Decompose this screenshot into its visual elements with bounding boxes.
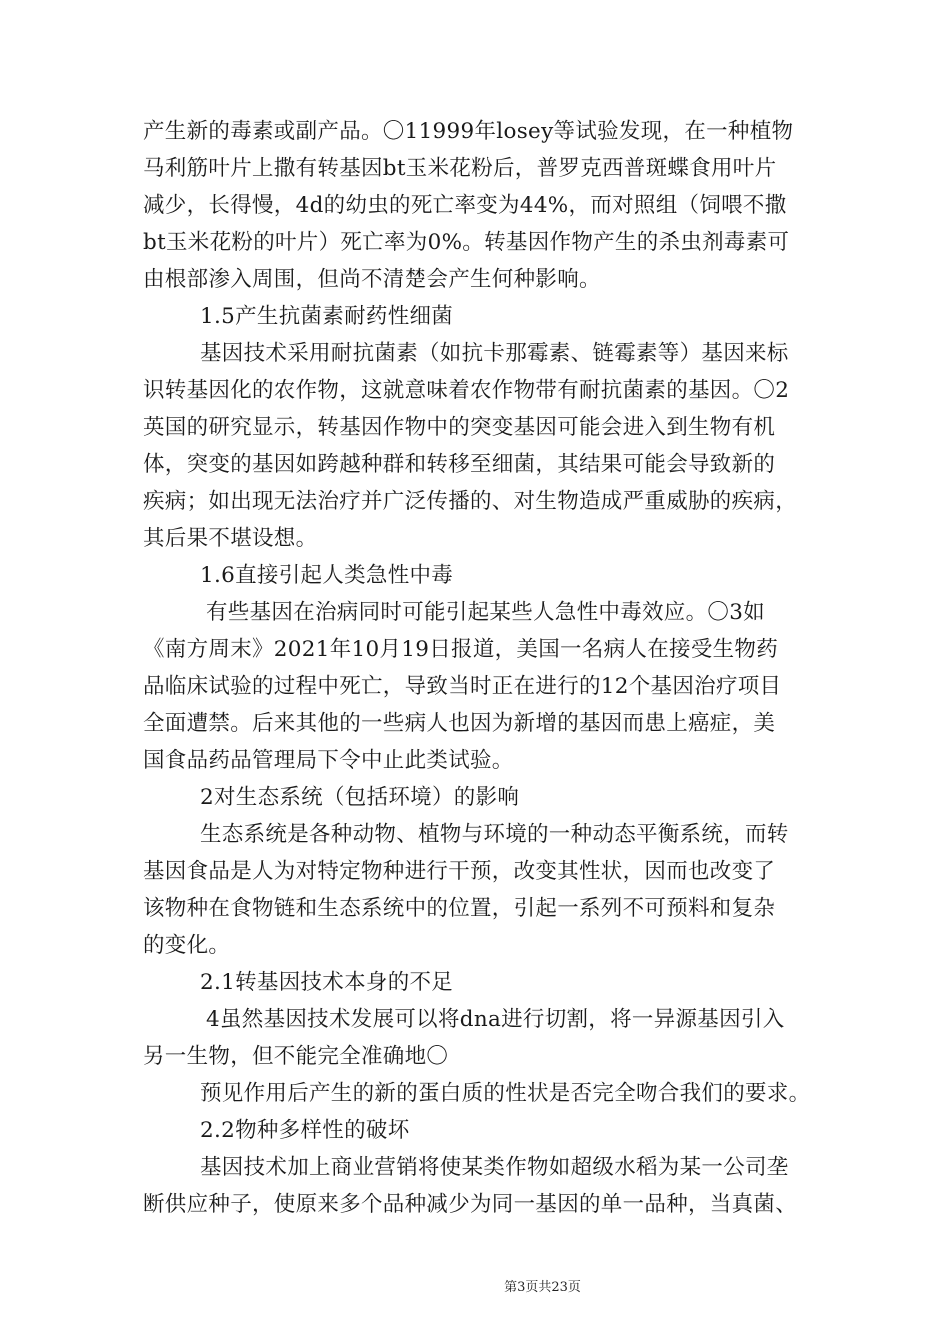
section-heading: 1.5产生抗菌素耐药性细菌 [200,304,454,329]
text-line: 基因食品是人为对特定物种进行干预，改变其性状，因而也改变了 [143,859,776,884]
text-line: 有些基因在治病同时可能引起某些人急性中毒效应。〇3如 [206,600,765,625]
section-heading: 2.1转基因技术本身的不足 [200,970,454,995]
text-line: 体，突变的基因如跨越种群和转移至细菌，其结果可能会导致新的 [143,452,776,477]
text-line: 其后果不堪设想。 [143,526,318,551]
text-line: 的变化。 [143,933,231,958]
text-line: 识转基因化的农作物，这就意味着农作物带有耐抗菌素的基因。〇2 [143,378,790,403]
text-line: 生态系统是各种动物、植物与环境的一种动态平衡系统，而转 [200,822,789,847]
text-line: 预见作用后产生的新的蛋白质的性状是否完全吻合我们的要求。 [200,1081,811,1106]
text-line: 4虽然基因技术发展可以将dna进行切割，将一异源基因引入 [206,1007,785,1032]
text-line: 品临床试验的过程中死亡，导致当时正在进行的12个基因治疗项目 [143,674,782,699]
text-line: 基因技术加上商业营销将使某类作物如超级水稻为某一公司垄 [200,1155,789,1180]
section-heading: 1.6直接引起人类急性中毒 [200,563,454,588]
text-line: 国食品药品管理局下令中止此类试验。 [143,748,514,773]
document-body [143,113,823,1223]
page-number-footer: 第3页共23页 [504,1280,581,1295]
section-heading: 2对生态系统（包括环境）的影响 [200,785,520,810]
text-line: 另一生物，但不能完全准确地〇 [143,1044,449,1069]
text-line: 全面遭禁。后来其他的一些病人也因为新增的基因而患上癌症，美 [143,711,776,736]
text-line: bt玉米花粉的叶片）死亡率为0%。转基因作物产生的杀虫剂毒素可 [143,230,790,255]
text-line: 由根部渗入周围，但尚不清楚会产生何种影响。 [143,267,601,292]
text-line: 减少，长得慢，4d的幼虫的死亡率变为44%，而对照组（饲喂不撒 [143,193,787,218]
text-line: 疾病；如出现无法治疗并广泛传播的、对生物造成严重威胁的疾病， [143,489,798,514]
text-line: 该物种在食物链和生态系统中的位置，引起一系列不可预料和复杂 [143,896,776,921]
text-line: 《南方周末》2021年10月19日报道，美国一名病人在接受生物药 [143,637,779,662]
text-line: 英国的研究显示，转基因作物中的突变基因可能会进入到生物有机 [143,415,776,440]
section-heading: 2.2物种多样性的破坏 [200,1118,410,1143]
text-line: 断供应种子，使原来多个品种减少为同一基因的单一品种，当真菌、 [143,1192,798,1217]
text-line: 产生新的毒素或副产品。〇11999年losey等试验发现，在一种植物 [143,119,794,144]
text-line: 马利筋叶片上撒有转基因bt玉米花粉后，普罗克西普斑蝶食用叶片 [143,156,777,181]
text-line: 基因技术采用耐抗菌素（如抗卡那霉素、链霉素等）基因来标 [200,341,789,366]
